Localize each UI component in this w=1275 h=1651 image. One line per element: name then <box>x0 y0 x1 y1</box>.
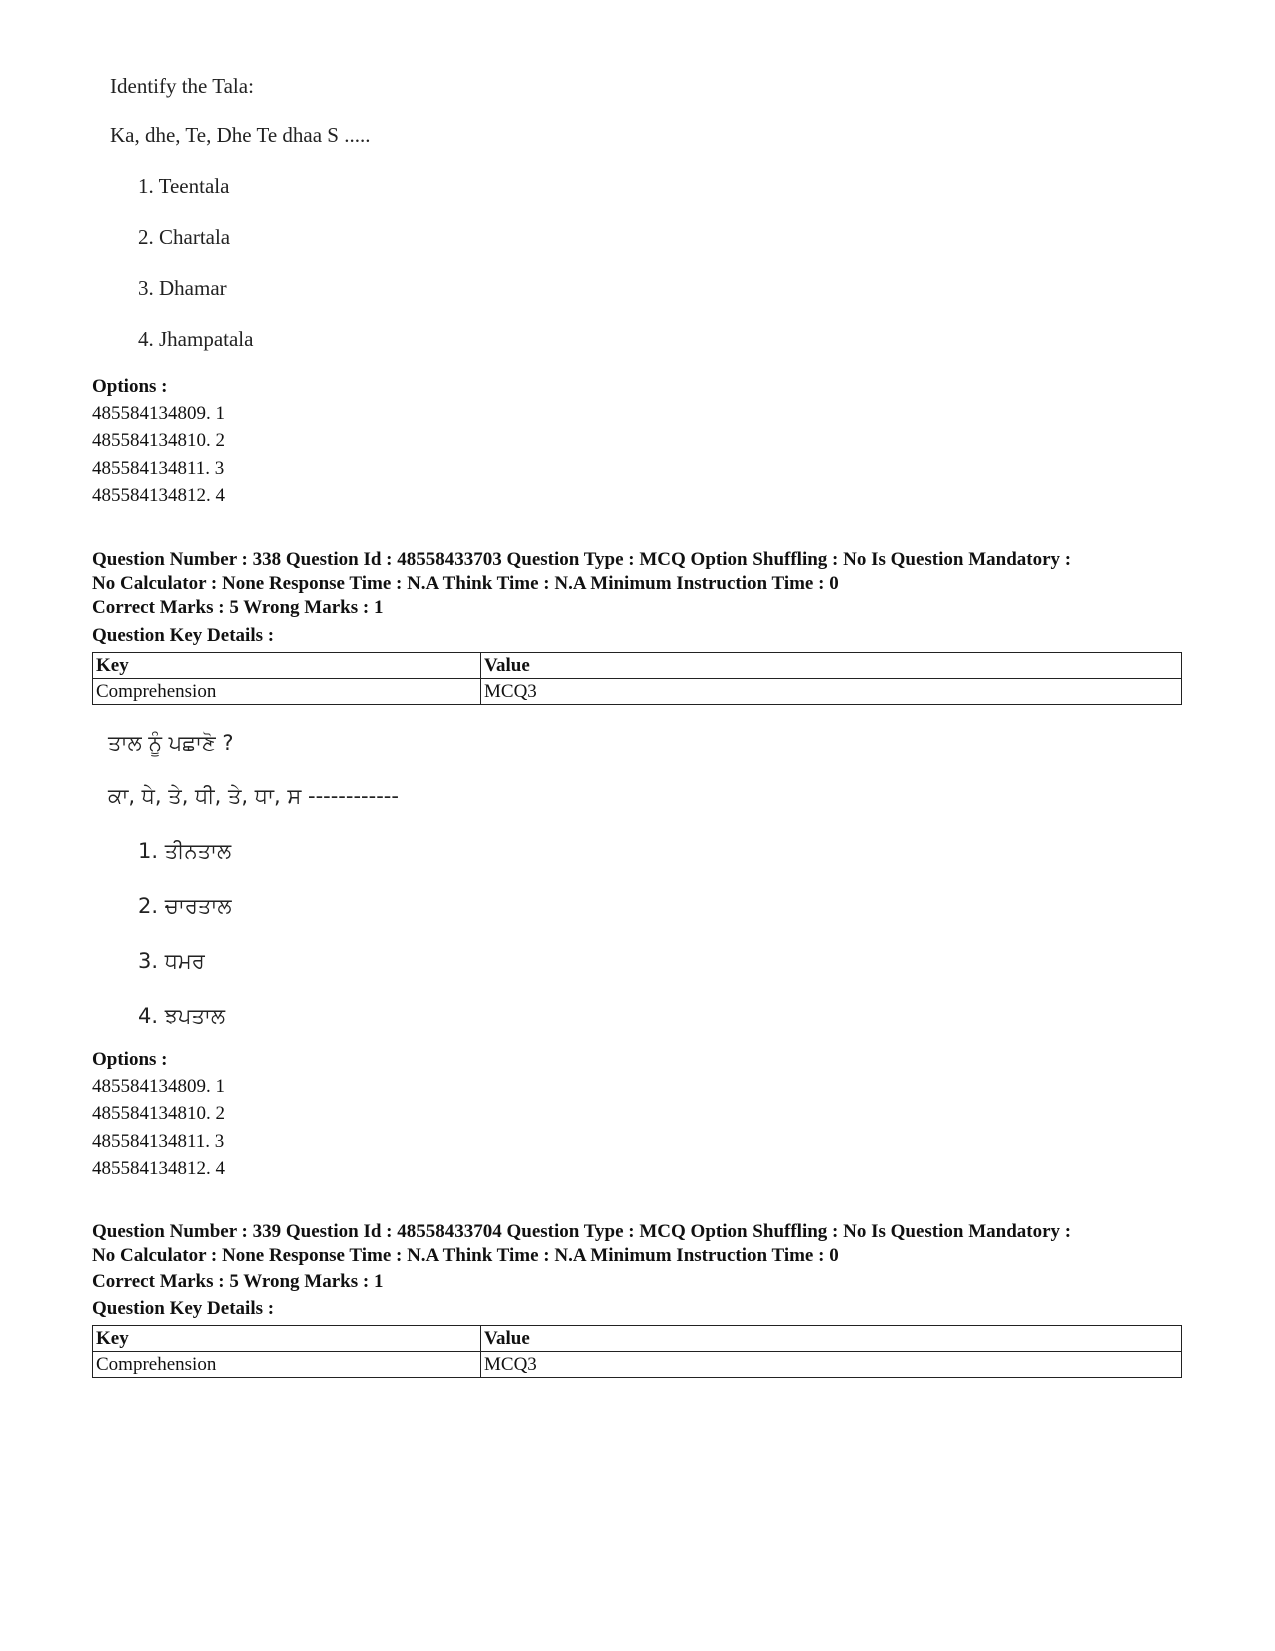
table-header-row <box>93 1326 1182 1352</box>
question-choice: 1. ਤੀਨਤਾਲ <box>138 839 232 863</box>
key-details-table <box>92 1325 1182 1378</box>
table-header-value: Value <box>481 1326 1182 1352</box>
marks-line: Correct Marks : 5 Wrong Marks : 1 <box>92 1271 384 1292</box>
key-details-label: Question Key Details : <box>92 625 275 646</box>
table-row <box>93 679 1182 705</box>
option-line: 485584134811. 3 <box>92 458 225 479</box>
question-meta-line: No Calculator : None Response Time : N.A Think Time : N.A Minimum Instruction Time : 0 <box>92 1245 839 1266</box>
question-meta-line: No Calculator : None Response Time : N.A Think Time : N.A Minimum Instruction Time : 0 <box>92 573 839 594</box>
table-row <box>93 1352 1182 1378</box>
table-cell-key: Comprehension <box>93 679 481 705</box>
option-line: 485584134809. 1 <box>92 1076 225 1097</box>
table-header-row <box>93 653 1182 679</box>
question-choice: 2. ਚਾਰਤਾਲ <box>138 894 232 918</box>
question-meta <box>92 548 1192 596</box>
question-prompt: ਤਾਲ ਨੂੰ ਪਛਾਣੋ ? <box>108 731 234 755</box>
table-header-key: Key <box>93 1326 481 1352</box>
key-details-label: Question Key Details : <box>92 1298 275 1319</box>
table-header-value: Value <box>481 653 1182 679</box>
options-label: Options : <box>92 376 168 397</box>
question-choice: 3. ਧਮਰ <box>138 949 205 973</box>
option-line: 485584134811. 3 <box>92 1131 225 1152</box>
option-line: 485584134810. 2 <box>92 1103 225 1124</box>
question-prompt: Identify the Tala: <box>110 74 254 98</box>
question-bols: ਕਾ, ਧੇ, ਤੇ, ਧੀ, ਤੇ, ਧਾ, ਸ ------------ <box>108 784 399 808</box>
question-bols: Ka, dhe, Te, Dhe Te dhaa S ..... <box>110 123 371 147</box>
question-choice: 4. Jhampatala <box>138 327 254 351</box>
option-line: 485584134812. 4 <box>92 1158 225 1179</box>
question-choice: 2. Chartala <box>138 225 231 249</box>
question-meta <box>92 1220 1192 1268</box>
table-cell-key: Comprehension <box>93 1352 481 1378</box>
options-label: Options : <box>92 1049 168 1070</box>
question-meta-line: Question Number : 338 Question Id : 48558433703 Question Type : MCQ Option Shuffling : No Is Question Mandatory : <box>92 549 1072 570</box>
question-choice: 1. Teentala <box>138 174 230 198</box>
question-choice: 4. ਝਪਤਾਲ <box>138 1004 226 1028</box>
marks-line: Correct Marks : 5 Wrong Marks : 1 <box>92 597 384 618</box>
question-meta-line: Question Number : 339 Question Id : 48558433704 Question Type : MCQ Option Shuffling : No Is Question Mandatory : <box>92 1221 1072 1242</box>
option-line: 485584134809. 1 <box>92 403 225 424</box>
table-header-key: Key <box>93 653 481 679</box>
option-line: 485584134810. 2 <box>92 430 225 451</box>
question-choice: 3. Dhamar <box>138 276 227 300</box>
option-line: 485584134812. 4 <box>92 485 225 506</box>
key-details-table <box>92 652 1182 705</box>
table-cell-value: MCQ3 <box>481 1352 1182 1378</box>
table-cell-value: MCQ3 <box>481 679 1182 705</box>
